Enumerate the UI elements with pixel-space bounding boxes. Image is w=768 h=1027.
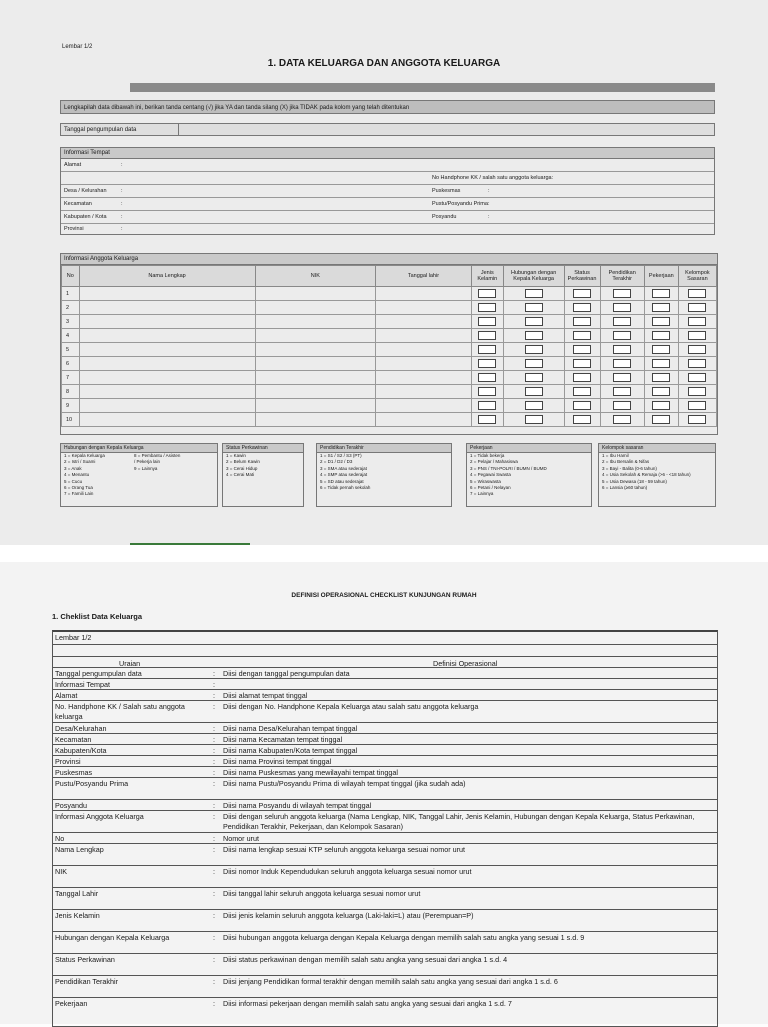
definition-key: Informasi Anggota Keluarga [55, 812, 144, 821]
instruction-text: Lengkapilah data dibawah ini, berikan tanda centang (√) jika YA dan tanda silang (X) jika TIDAK pada kolom yang telah ditentukan [60, 100, 715, 114]
definition-key: Nama Lengkap [55, 845, 104, 854]
name-cell[interactable] [79, 385, 255, 399]
definition-colon: : [213, 768, 215, 777]
definition-colon: : [213, 735, 215, 744]
legend-status-title: Status Perkawinan [223, 444, 303, 453]
row-number: 1 [62, 287, 80, 301]
address-label: Alamat [64, 162, 82, 168]
entry-box[interactable] [525, 373, 543, 382]
legend-item: 3 = PNS / TNI-POLRI / BUMN / BUMD [470, 465, 547, 471]
legend-item: 1 = Kepala Keluarga [64, 453, 105, 458]
definition-value: Nomor urut [223, 834, 259, 843]
place-info-section [60, 147, 715, 235]
phone-label: No Handphone KK / salah satu anggota keluarga: [432, 175, 554, 181]
member-row [62, 385, 717, 399]
definition-colon: : [213, 691, 215, 700]
definition-key: Tanggal pengumpulan data [55, 669, 142, 678]
row-number: 3 [62, 315, 80, 329]
legend-item: 4 = Usia Sekolah & Remaja (>6 - <18 tahun) [602, 472, 691, 478]
dob-cell[interactable] [376, 301, 472, 315]
name-cell[interactable] [79, 399, 255, 413]
definition-table [52, 630, 718, 1027]
entry-box[interactable] [525, 387, 543, 396]
legend-item: 6 = Lansia (≥60 tahun) [602, 485, 648, 491]
legend-item: 6 = Petani / Nelayan [470, 485, 511, 491]
legend-item: 1 = Kawin [226, 453, 246, 458]
dob-cell[interactable] [376, 413, 472, 427]
definition-key: No. Handphone KK / Salah satu anggota keluarga [55, 702, 185, 721]
legend-item: 2 = Istri / Suami [64, 459, 96, 465]
legend-item: 3 = Cerai Hidup [226, 465, 258, 471]
entry-box[interactable] [613, 387, 631, 396]
definition-colon: : [213, 746, 215, 755]
entry-box[interactable] [478, 331, 496, 340]
entry-box[interactable] [573, 303, 591, 312]
row-number: 9 [62, 399, 80, 413]
entry-box[interactable] [652, 359, 670, 368]
entry-box[interactable] [652, 303, 670, 312]
nik-cell[interactable] [255, 329, 375, 343]
legend-item: 5 = Cucu [64, 478, 83, 484]
definition-value: Diisi nomor Induk Kependudukan seluruh anggota keluarga sesuai nomor urut [223, 867, 472, 876]
definition-key: Kecamatan [55, 735, 92, 744]
definition-value: Diisi nama Desa/Kelurahan tempat tinggal [223, 724, 358, 733]
definition-row [53, 810, 717, 833]
entry-box[interactable] [613, 401, 631, 410]
legend-pendidikan-title: Pendidikan Terakhir [317, 444, 451, 453]
row-number: 2 [62, 301, 80, 315]
definition-value: Diisi dengan seluruh anggota keluarga (Nama Lengkap, NIK, Tanggal Lahir, Jenis Kelamin, Hubungan dengan Kepala Keluarga, Status Perkawinan, Pendidikan Terakhir, Pekerjaan, dan Kelompok Sasaran) [223, 812, 695, 831]
member-row [62, 343, 717, 357]
definition-key: Hubungan dengan Kepala Keluarga [55, 933, 170, 942]
nik-cell[interactable] [255, 385, 375, 399]
definition-colon: : [213, 911, 215, 920]
entry-box[interactable] [525, 289, 543, 298]
legend-item: 3 = Anak [64, 465, 82, 471]
col-name: Nama Lengkap [79, 266, 255, 287]
desa-row: Desa / Kelurahan : Puskesmas : [61, 185, 714, 198]
entry-box[interactable] [573, 317, 591, 326]
definition-value: Diisi jenis kelamin seluruh anggota keluarga (Laki-laki=L) atau (Perempuan=P) [223, 911, 474, 920]
member-row [62, 413, 717, 427]
entry-box[interactable] [652, 373, 670, 382]
posyandu-label: Posyandu [432, 214, 457, 220]
legend-item: 5 = Usia Dewasa (18 - 59 tahun) [602, 478, 667, 484]
definition-key: Tanggal Lahir [55, 889, 99, 898]
definition-colon: : [213, 845, 215, 854]
definition-row [53, 997, 717, 1020]
entry-box[interactable] [652, 387, 670, 396]
legend-item: 5 = Wiraswasta [470, 478, 501, 484]
col-relation: Hubungan dengan Kepala Keluarga [503, 266, 564, 287]
definition-subtitle: 1. Cheklist Data Keluarga [52, 612, 143, 621]
dob-cell[interactable] [376, 371, 472, 385]
definition-row [53, 953, 717, 976]
page-edge-mark [130, 543, 250, 545]
form-title: 1. DATA KELUARGA DAN ANGGOTA KELUARGA [267, 58, 501, 69]
entry-box[interactable] [613, 345, 631, 354]
legend-item: 6 = Orang Tua [64, 485, 93, 491]
definition-value: Diisi jenjang Pendidikan formal terakhir dengan memilih salah satu angka yang sesuai dari angka 1 s.d. 6 [223, 977, 558, 986]
entry-box[interactable] [688, 387, 706, 396]
dob-cell[interactable] [376, 385, 472, 399]
pustu-label: Pustu/Posyandu Prima: [432, 201, 490, 207]
entry-box[interactable] [478, 303, 496, 312]
address-row: Alamat : [61, 159, 714, 172]
name-cell[interactable] [79, 413, 255, 427]
col-nik: NIK [255, 266, 375, 287]
row-number: 8 [62, 385, 80, 399]
definition-key: Kabupaten/Kota [55, 746, 107, 755]
definition-colon: : [213, 933, 215, 942]
dob-cell[interactable] [376, 343, 472, 357]
dob-cell[interactable] [376, 329, 472, 343]
definition-colon: : [213, 669, 215, 678]
entry-box[interactable] [573, 345, 591, 354]
entry-box[interactable] [613, 331, 631, 340]
definition-key: Alamat [55, 691, 78, 700]
col-definisi: Definisi Operasional [433, 659, 498, 668]
definition-colon: : [213, 680, 215, 689]
name-cell[interactable] [79, 287, 255, 301]
definition-colon: : [213, 779, 215, 788]
definition-colon: : [213, 724, 215, 733]
definition-value: Diisi hubungan anggota keluarga dengan Kepala Keluarga dengan memilih salah satu angka yang sesuai 1 s.d. 9 [223, 933, 585, 942]
definition-row [53, 887, 717, 910]
legend-item: 7 = Famili Lain [64, 491, 94, 497]
entry-box[interactable] [688, 345, 706, 354]
definition-colon: : [213, 812, 215, 821]
place-info-header: Informasi Tempat [61, 148, 714, 159]
entry-box[interactable] [652, 317, 670, 326]
entry-box[interactable] [652, 415, 670, 424]
legend-item: 3 = Bayi - Balita (0-6 tahun) [602, 465, 657, 471]
puskesmas-label: Puskesmas [432, 188, 461, 194]
definition-key: Desa/Kelurahan [55, 724, 107, 733]
entry-box[interactable] [652, 345, 670, 354]
legend-item: 9 = Lainnya [134, 465, 158, 471]
definition-value: Diisi nama Puskesmas yang mewilayahi tempat tinggal [223, 768, 398, 777]
name-cell[interactable] [79, 315, 255, 329]
kecamatan-row: Kecamatan : Pustu/Posyandu Prima: [61, 198, 714, 211]
entry-box[interactable] [478, 345, 496, 354]
entry-box[interactable] [573, 415, 591, 424]
legend-item: 4 = Menantu [64, 472, 90, 478]
definition-key: NIK [55, 867, 67, 876]
definition-colon: : [213, 977, 215, 986]
legend-status [222, 443, 304, 507]
entry-box[interactable] [525, 359, 543, 368]
definition-value: Diisi nama Posyandu di wilayah tempat tinggal [223, 801, 372, 810]
col-dob: Tanggal lahir [376, 266, 472, 287]
entry-box[interactable] [613, 359, 631, 368]
definition-key: Pendidikan Terakhir [55, 977, 118, 986]
entry-box[interactable] [478, 317, 496, 326]
nik-cell[interactable] [255, 287, 375, 301]
entry-box[interactable] [525, 331, 543, 340]
col-marital: Status Perkawinan [564, 266, 600, 287]
definition-header-row [53, 644, 717, 668]
entry-box[interactable] [688, 373, 706, 382]
name-cell[interactable] [79, 301, 255, 315]
col-no: No [62, 266, 80, 287]
member-row [62, 329, 717, 343]
nik-cell[interactable] [255, 357, 375, 371]
kecamatan-label: Kecamatan [64, 201, 92, 207]
entry-box[interactable] [525, 345, 543, 354]
entry-box[interactable] [573, 387, 591, 396]
entry-box[interactable] [573, 331, 591, 340]
definition-value: Diisi nama lengkap sesuai KTP seluruh anggota keluarga sesuai nomor urut [223, 845, 465, 854]
legend-pekerjaan [466, 443, 592, 507]
name-cell[interactable] [79, 357, 255, 371]
row-number: 10 [62, 413, 80, 427]
definition-colon: : [213, 867, 215, 876]
nik-cell[interactable] [255, 315, 375, 329]
entry-box[interactable] [688, 289, 706, 298]
legend-item: 8 = Pembantu / Asisten [134, 453, 181, 458]
collection-date-row [60, 123, 715, 136]
legend-item: 4 = SMP atau sederajat [320, 472, 368, 478]
entry-box[interactable] [613, 317, 631, 326]
definition-value: Diisi nama Kecamatan tempat tinggal [223, 735, 343, 744]
definition-row [53, 865, 717, 888]
entry-box[interactable] [525, 401, 543, 410]
entry-box[interactable] [613, 303, 631, 312]
legend-item: 1 = Ibu Hamil [602, 453, 629, 458]
definition-row [53, 700, 717, 723]
definition-key: Jenis Kelamin [55, 911, 100, 920]
legend-item: 3 = SMA atau sederajat [320, 465, 367, 471]
col-uraian: Uraian [119, 659, 141, 668]
members-section [60, 253, 718, 435]
row-number: 4 [62, 329, 80, 343]
definition-row [53, 909, 717, 932]
col-target: Kelompok Sasaran [678, 266, 716, 287]
kabupaten-label: Kabupaten / Kota [64, 214, 107, 220]
legend-pendidikan [316, 443, 452, 507]
row-number: 7 [62, 371, 80, 385]
definition-sheet-label: Lembar 1/2 [55, 633, 92, 642]
definition-value: Diisi nama Pustu/Posyandu Prima di wilayah tempat tinggal (jika sudah ada) [223, 779, 466, 788]
desa-label: Desa / Kelurahan [64, 188, 107, 194]
definition-key: Puskesmas [55, 768, 93, 777]
entry-box[interactable] [613, 415, 631, 424]
definition-key: Status Perkawinan [55, 955, 115, 964]
entry-box[interactable] [478, 401, 496, 410]
definition-colon: : [213, 955, 215, 964]
provinsi-label: Provinsi [64, 226, 84, 232]
entry-box[interactable] [525, 317, 543, 326]
name-cell[interactable] [79, 343, 255, 357]
definition-title: DEFINISI OPERASIONAL CHECKLIST KUNJUNGAN RUMAH [291, 592, 477, 599]
definition-row [53, 931, 717, 954]
definition-colon: : [213, 834, 215, 843]
definition-key: Pustu/Posyandu Prima [55, 779, 129, 788]
entry-box[interactable] [525, 415, 543, 424]
definition-value: Diisi informasi pekerjaan dengan memilih salah satu angka yang sesuai dari angka 1 s.d. 7 [223, 999, 512, 1008]
legend-pekerjaan-title: Pekerjaan [467, 444, 591, 453]
name-cell[interactable] [79, 371, 255, 385]
entry-box[interactable] [613, 373, 631, 382]
entry-box[interactable] [652, 289, 670, 298]
kabupaten-row: Kabupaten / Kota : Posyandu : [61, 211, 714, 224]
entry-box[interactable] [478, 359, 496, 368]
definition-key: Provinsi [55, 757, 81, 766]
legend-item: 2 = Ibu Bersalin & Nifas [602, 459, 650, 465]
definition-key: No [55, 834, 65, 843]
entry-box[interactable] [573, 373, 591, 382]
collection-date-label: Tanggal pengumpulan data [64, 124, 179, 135]
entry-box[interactable] [573, 359, 591, 368]
legend-item: 7 = Lainnya [470, 491, 494, 497]
entry-box[interactable] [688, 359, 706, 368]
definition-key: Pekerjaan [55, 999, 88, 1008]
entry-box[interactable] [652, 331, 670, 340]
definition-value: Diisi nama Provinsi tempat tinggal [223, 757, 332, 766]
member-row [62, 287, 717, 301]
definition-row [53, 777, 717, 800]
definition-value: Diisi dengan No. Handphone Kepala Keluarga atau salah satu anggota keluarga [223, 702, 479, 711]
name-cell[interactable] [79, 329, 255, 343]
member-row [62, 399, 717, 413]
definition-value: Diisi status perkawinan dengan memilih salah satu angka yang sesuai dari angka 1 s.d. 4 [223, 955, 508, 964]
legend-item: 2 = D1 / D2 / D3 [320, 459, 353, 465]
definition-value: Diisi nama Kabupaten/Kota tempat tinggal [223, 746, 358, 755]
nik-cell[interactable] [255, 371, 375, 385]
legend-item: 5 = SD atau sederajat [320, 478, 364, 484]
definition-key: Informasi Tempat [55, 680, 110, 689]
dob-cell[interactable] [376, 315, 472, 329]
legend-hubungan-title: Hubungan dengan Kepala Keluarga [61, 444, 217, 453]
phone-row [61, 172, 714, 185]
legend-kelompok [598, 443, 716, 507]
member-row [62, 357, 717, 371]
row-number: 6 [62, 357, 80, 371]
definition-colon: : [213, 801, 215, 810]
provinsi-row: Provinsi : [61, 223, 714, 235]
definition-row [53, 843, 717, 866]
entry-box[interactable] [688, 317, 706, 326]
legend-item: 2 = Pelajar / Mahasiswa [470, 459, 518, 465]
legend-kelompok-title: Kelompok sasaran [599, 444, 715, 453]
definition-colon: : [213, 999, 215, 1008]
dob-cell[interactable] [376, 399, 472, 413]
sheet-label: Lembar 1/2 [62, 44, 93, 50]
nik-cell[interactable] [255, 413, 375, 427]
legend-item: 4 = Pegawai Swasta [470, 472, 511, 478]
legend-item: 6 = Tidak pernah sekolah [320, 485, 371, 491]
dob-cell[interactable] [376, 357, 472, 371]
legend-item: 1 = Tidak bekerja [470, 453, 505, 458]
definition-colon: : [213, 889, 215, 898]
definition-value: Diisi tanggal lahir seluruh anggota keluarga sesuai nomor urut [223, 889, 421, 898]
entry-box[interactable] [688, 303, 706, 312]
nik-cell[interactable] [255, 343, 375, 357]
entry-box[interactable] [688, 401, 706, 410]
entry-box[interactable] [573, 289, 591, 298]
definition-value: Diisi alamat tempat tinggal [223, 691, 308, 700]
entry-box[interactable] [613, 289, 631, 298]
member-row [62, 301, 717, 315]
entry-box[interactable] [652, 401, 670, 410]
entry-box[interactable] [478, 415, 496, 424]
legend-item: 4 = Cerai Mati [226, 472, 255, 478]
entry-box[interactable] [688, 331, 706, 340]
member-row [62, 371, 717, 385]
member-row [62, 315, 717, 329]
definition-colon: : [213, 702, 215, 711]
row-number: 5 [62, 343, 80, 357]
nik-cell[interactable] [255, 301, 375, 315]
dob-cell[interactable] [376, 287, 472, 301]
definition-value: Diisi dengan tanggal pengumpulan data [223, 669, 350, 678]
members-header: Informasi Anggota Keluarga [61, 254, 717, 265]
legend-hubungan [60, 443, 218, 507]
definition-key: Posyandu [55, 801, 87, 810]
entry-box[interactable] [525, 303, 543, 312]
members-table [61, 265, 717, 427]
legend-item: 2 = Belum Kawin [226, 459, 260, 465]
col-education: Pendidikan Terakhir [600, 266, 644, 287]
entry-box[interactable] [478, 289, 496, 298]
col-job: Pekerjaan [644, 266, 678, 287]
entry-box[interactable] [478, 387, 496, 396]
entry-box[interactable] [478, 373, 496, 382]
definition-row [53, 975, 717, 998]
legend-item: / Pekerja lain [134, 459, 161, 465]
header-bar [130, 83, 715, 92]
nik-cell[interactable] [255, 399, 375, 413]
entry-box[interactable] [573, 401, 591, 410]
definition-colon: : [213, 757, 215, 766]
entry-box[interactable] [688, 415, 706, 424]
col-gender: Jenis Kelamin [471, 266, 503, 287]
legend-item: 1 = S1 / S2 / S3 (PT) [320, 453, 362, 458]
